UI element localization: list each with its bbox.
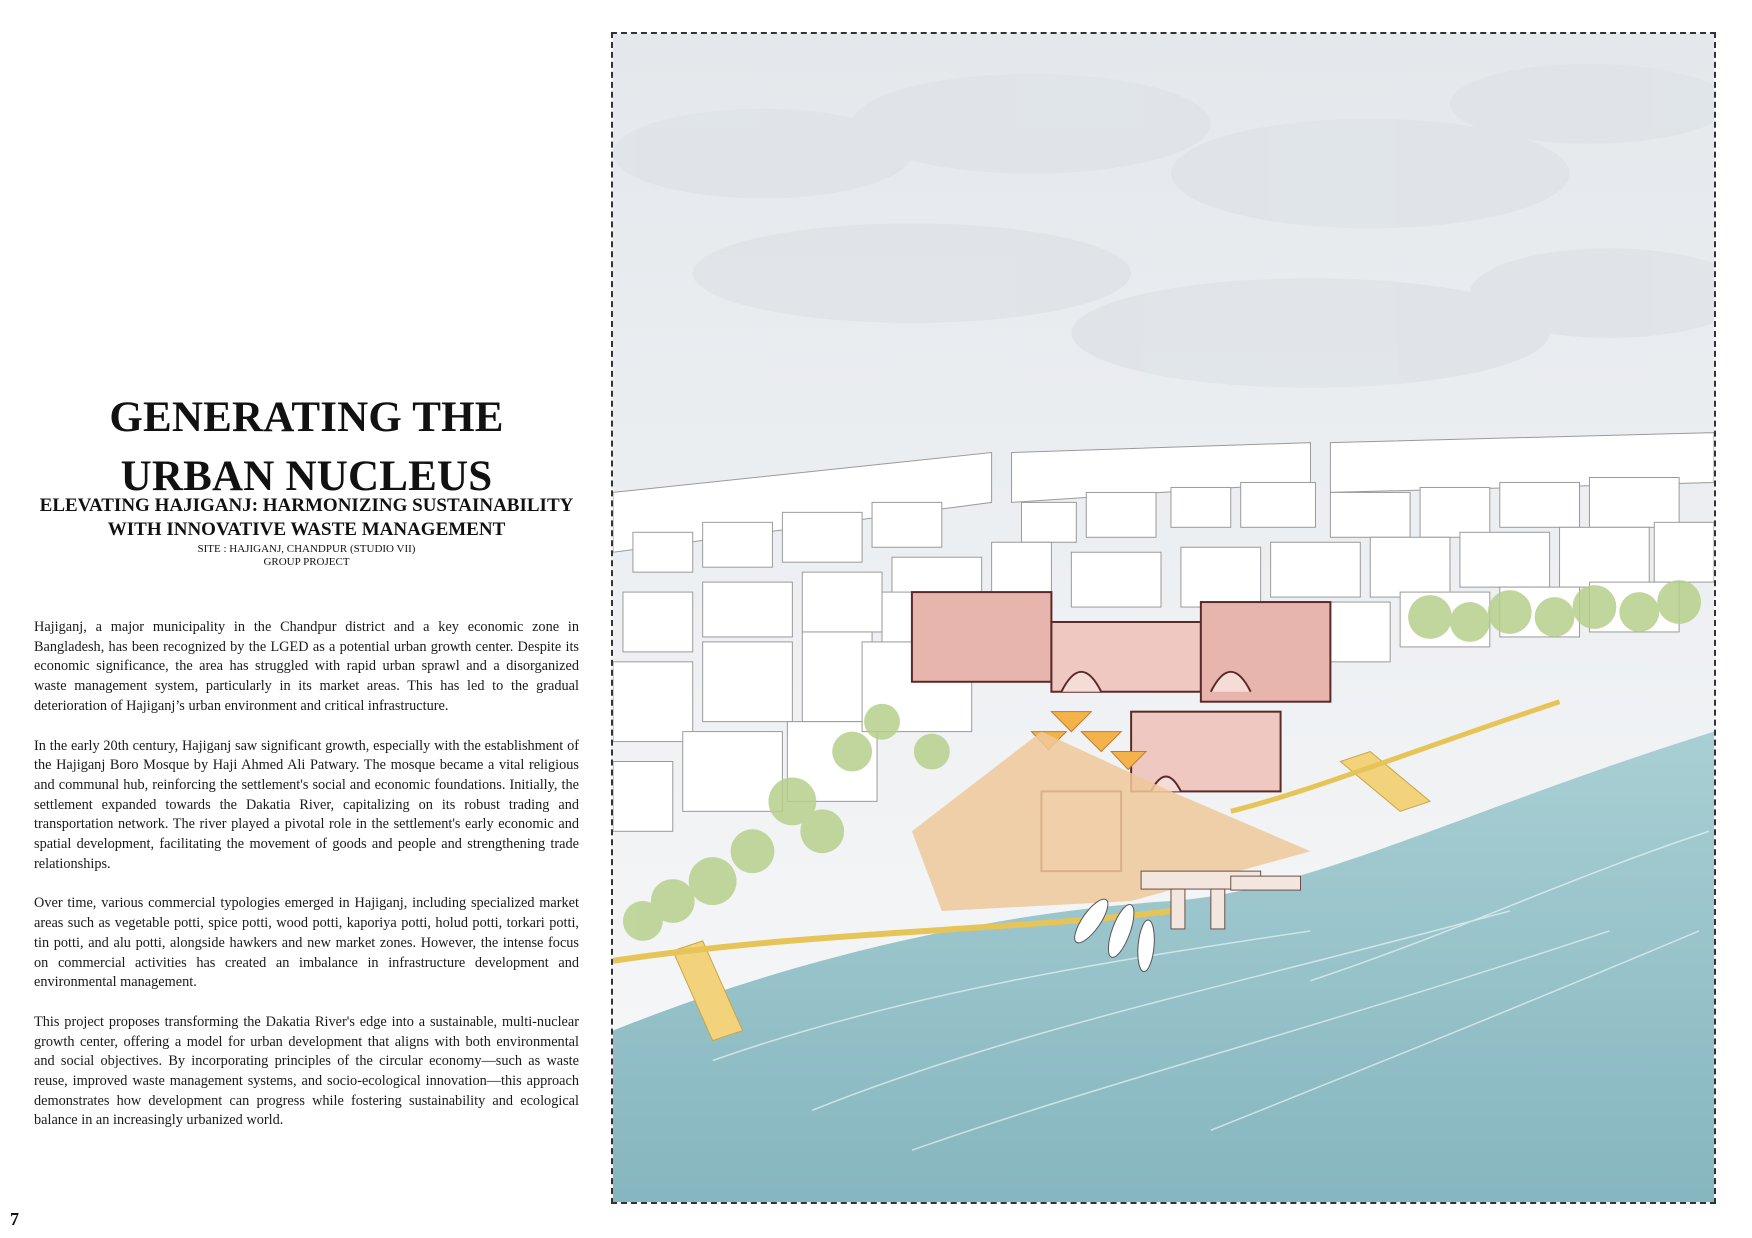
paragraph-3: Over time, various commercial typologies emerged in Hajiganj, including specialized market areas such as vegetable potti, spice potti, wood potti, kaporiya potti, holud potti, torkari potti, tin potti, and alu potti, alongside hawkers and new market zones. However, the intense focus on commercial activities has created an imbalance in infrastructure development and environmental management. — [34, 895, 579, 991]
paragraph-2: In the early 20th century, Hajiganj saw significant growth, especially with the establishment of the Hajiganj Boro Mosque by Haji Ahmed Ali Patwary. The mosque became a vital religious and communal hub, reinforcing the settlement's social and economic foundations. Initially, the settlement expanded towards the Dakatia River, capitalizing on its robust trading and transportation network. The river played a pivotal role in the settlement's early economic and spatial development, facilitating the movement of goods and people and strengthening trade relationships. — [34, 737, 579, 872]
aerial-illustration — [611, 32, 1716, 1204]
paragraph-1: Hajiganj, a major municipality in the Chandpur district and a key economic zone in Bangladesh, has been recognized by the LGED as a potential urban growth center. Despite its economic significance, the area has struggled with rapid urban sprawl and a disorganized waste management system, particularly in its market areas. This has led to the gradual deterioration of Hajiganj’s urban environment and critical infrastructure. — [34, 619, 579, 714]
site-label: SITE : HAJIGANJ, CHANDPUR (STUDIO VII) — [197, 543, 416, 555]
paragraph-4: This project proposes transforming the Dakatia River's edge into a sustainable, multi-nuclear growth center, offering a model for urban development that aligns with both environmental and social objectives. By incorporating principles of the circular economy—such as waste reuse, improved waste management systems, and socio-ecological innovation—this approach demonstrates how development can progress while fostering sustainability and ecological balance in an increasingly urbanized world. — [34, 1013, 579, 1129]
text-column — [34, 0, 579, 1238]
project-meta — [34, 543, 579, 569]
page-subtitle: ELEVATING HAJIGANJ: HARMONIZING SUSTAINABILITY WITH INNOVATIVE WASTE MANAGEMENT — [39, 495, 574, 540]
page-number: 7 — [10, 1209, 19, 1229]
page-title: GENERATING THE URBAN NUCLEUS — [109, 394, 504, 500]
project-type-label: GROUP PROJECT — [263, 556, 350, 568]
site-illustration-svg — [613, 34, 1714, 1202]
body-text — [34, 618, 579, 1151]
